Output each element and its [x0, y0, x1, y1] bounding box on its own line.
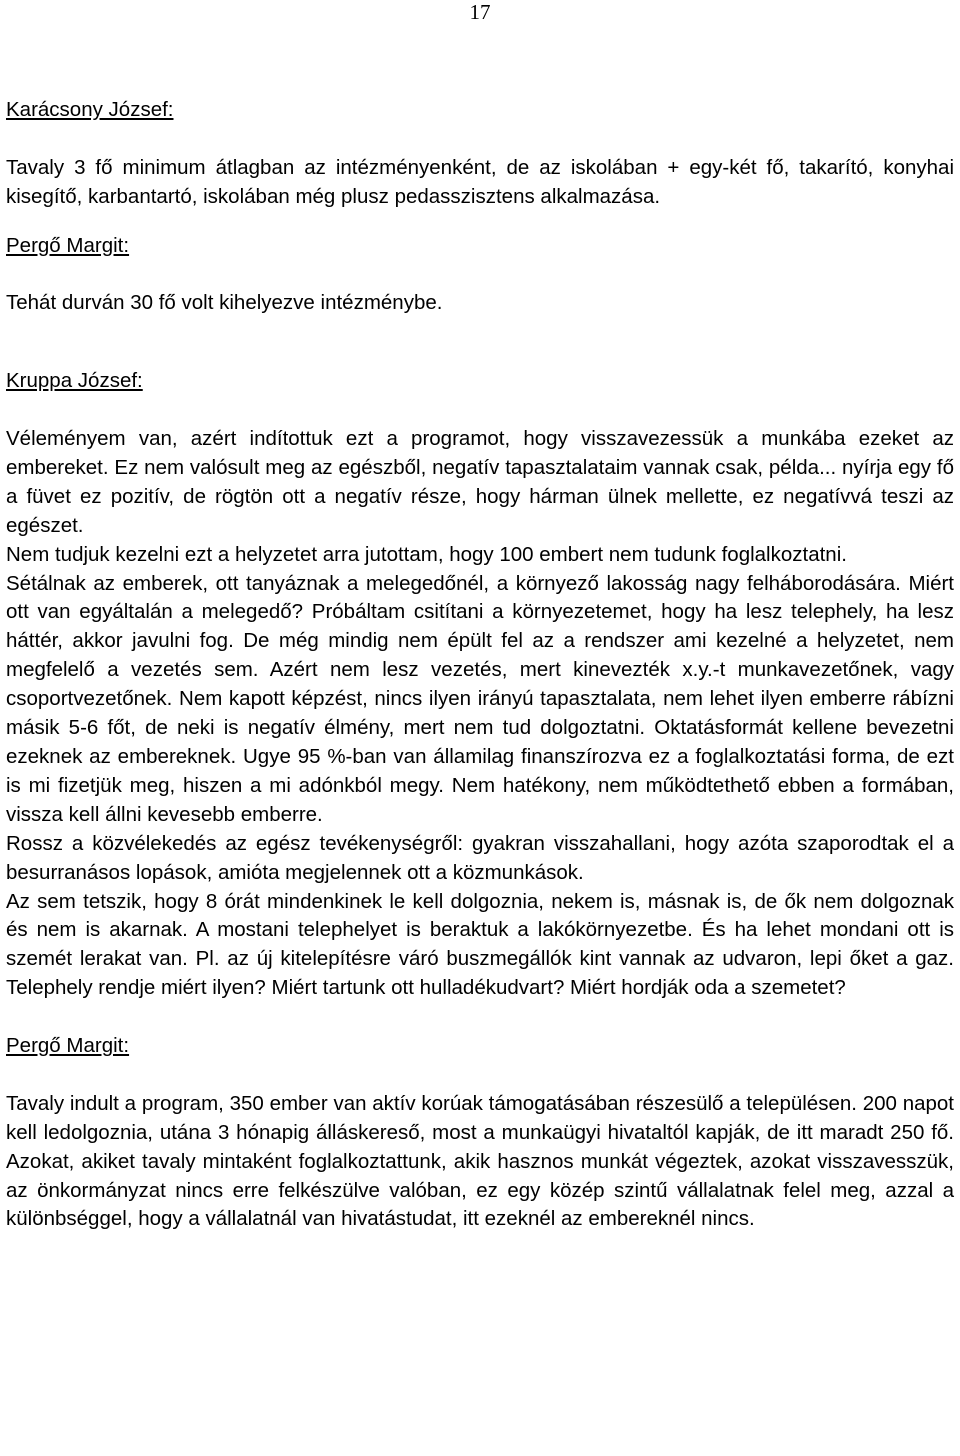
paragraph: Véleményem van, azért indítottuk ezt a programot, hogy visszavezessük a munkába ezeket az embereket. Ez nem valósult meg az egészből, negatív tapasztalataim vannak csak, példa... nyírja egy fő a füvet ez pozitív, de rögtön ott a negatív része, hogy hárman ülnek mellette, ez negatívvá teszi az egészet.: [6, 427, 954, 537]
spacer: [6, 347, 954, 367]
spacer: [6, 1061, 954, 1090]
spacer: [6, 318, 954, 347]
spacer: [6, 1003, 954, 1032]
speaker-name: Pergő Margit:: [6, 1034, 130, 1058]
paragraph: Az sem tetszik, hogy 8 órát mindenkinek le kell dolgoznia, nekem is, másnak is, de ők nem dolgoznak és nem is akarnak. A mostani telephelyet is beraktuk a lakókörnyezetbe. És ha lehet mondani ott is szemét lerakat van. Pl. az új kitelepítésre váró buszmegállók kint vannak az udvaron, lepi őket a gaz. Telephely rendje miért ilyen? Miért tartunk ott hulladékudvart? Miért hordják oda a szemetet?: [6, 889, 954, 1000]
paragraph: Sétálnak az emberek, ott tanyáznak a melegedőnél, a környező lakosság nagy felháborodására. Miért ott van egyáltalán a melegedő? Próbáltam csitítani a környezetemet, hogy ha lesz telephely, ha lesz háttér, akkor javulni fog. De még mindig nem épült fel az a rendszer ami kezelné a helyzetet, nem megfelelő a vezetés sem. Azért nem lesz vezetés, mert kinevezték x.y.-t munkavezetőnek, vagy csoportvezetőnek. Nem kapott képzést, nincs ilyen irányú tapasztalata, nem lehet ilyen emberre rábízni másik 5-6 főt, de neki is negatív élmény, mert nem tud dolgoztatni. Oktatásformát kellene bevezetni ezeknek az embereknek. Ugye 95 %-ban van államilag finanszírozva ez a foglalkoztatási forma, de ezt is mi fizetjük meg, hiszen a mi adónkból megy. Nem hatékony, nem működtethető ebben a formában, vissza kell állni kevesebb emberre.: [6, 571, 954, 826]
spacer: [6, 261, 954, 290]
speaker-name: Kruppa József:: [6, 369, 143, 393]
page-number: 17: [469, 0, 491, 24]
paragraph: Tavaly 3 fő minimum átlagban az intézményenként, de az iskolában + egy-két fő, takarító, konyhai kisegítő, karbantartó, iskolában még plusz pedasszisztens alkalmazása.: [6, 155, 954, 208]
spacer: [6, 125, 954, 154]
paragraph: Nem tudjuk kezelni ezt a helyzetet arra jutottam, hogy 100 embert nem tudunk foglalkoztatni.: [6, 542, 847, 566]
spacer: [6, 396, 954, 425]
spacer: [6, 212, 954, 232]
paragraph: Rossz a közvélekedés az egész tevékenységről: gyakran visszahallani, hogy azóta szaporodtak el a besurranásos lopások, amióta megjelennek ott a közmunkások.: [6, 831, 954, 884]
document-body: [6, 96, 954, 1234]
paragraph: Tavaly indult a program, 350 ember van aktív korúak támogatásában részesülő a településen. 200 napot kell ledolgoznia, utána 3 hónapig álláskereső, most a munkaügyi hivataltól kapják, de itt maradt 250 fő. Azokat, akiket tavaly mintaként foglalkoztattunk, akik hasznos munkát végeztek, azokat visszavesszük, az önkormányzat nincs erre felkészülve valóban, ez egy közép szintű vállalatnak felel meg, azzal a különbséggel, hogy a vállalatnál van hivatástudat, itt ezeknél az embereknél nincs.: [6, 1091, 954, 1231]
speaker-name: Pergő Margit:: [6, 233, 130, 257]
speaker-name: Karácsony József:: [6, 98, 174, 121]
paragraph: Tehát durván 30 fő volt kihelyezve intézménybe.: [6, 291, 443, 315]
